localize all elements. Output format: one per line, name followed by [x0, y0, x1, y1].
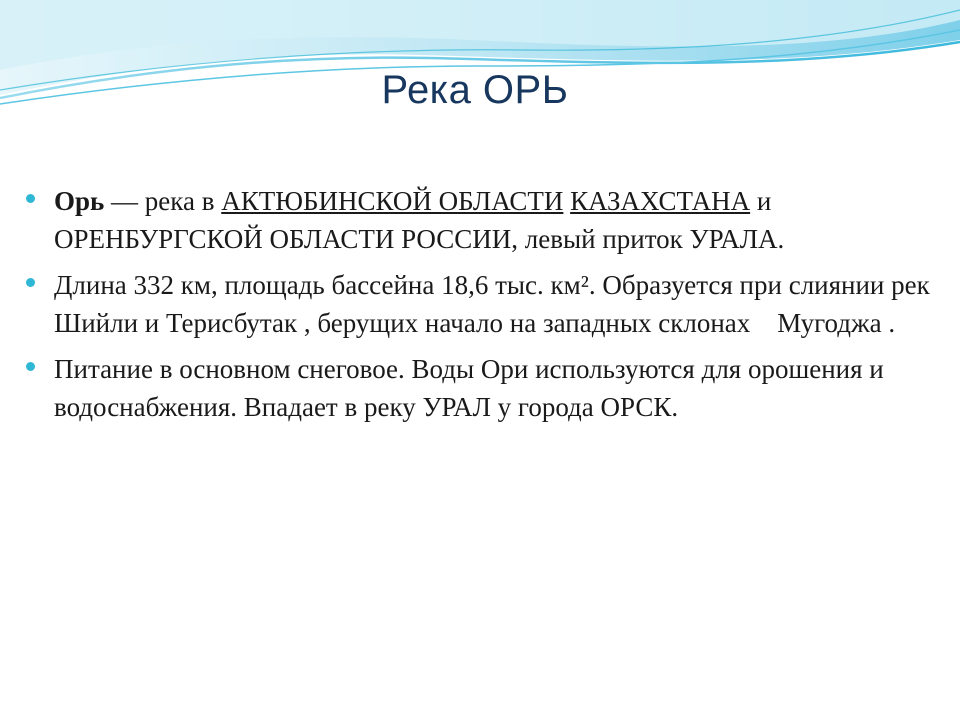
- slide-content: [26, 182, 946, 434]
- bullet-dot-icon: [26, 362, 35, 371]
- bullet-text: Питание в основном снеговое. Воды Ори используются для орошения и водоснабжения. Впадает в реку УРАЛ у города ОРСК.: [54, 354, 884, 422]
- bullet-text: и ОРЕНБУРГСКОЙ ОБЛАСТИ РОССИИ, левый приток УРАЛА.: [54, 186, 785, 254]
- bullet-text: — река в: [104, 186, 222, 216]
- bullet-item: [26, 266, 946, 342]
- slide-title: Река ОРЬ: [381, 68, 569, 112]
- bullet-dot-icon: [26, 278, 35, 287]
- bullet-text: Длина 332 км, площадь бассейна 18,6 тыс. км². Образуется при слиянии рек Шийли и Терисбутак , берущих начало на западных склонах Мугоджа .: [54, 270, 937, 338]
- bullet-item: [26, 182, 946, 258]
- term: Орь: [54, 186, 105, 216]
- bullet-dot-icon: [26, 194, 35, 203]
- bullet-item: [26, 350, 946, 426]
- link-aktobe-region[interactable]: АКТЮБИНСКОЙ ОБЛАСТИ: [221, 186, 564, 216]
- link-kazakhstan[interactable]: КАЗАХСТАНА: [570, 186, 751, 216]
